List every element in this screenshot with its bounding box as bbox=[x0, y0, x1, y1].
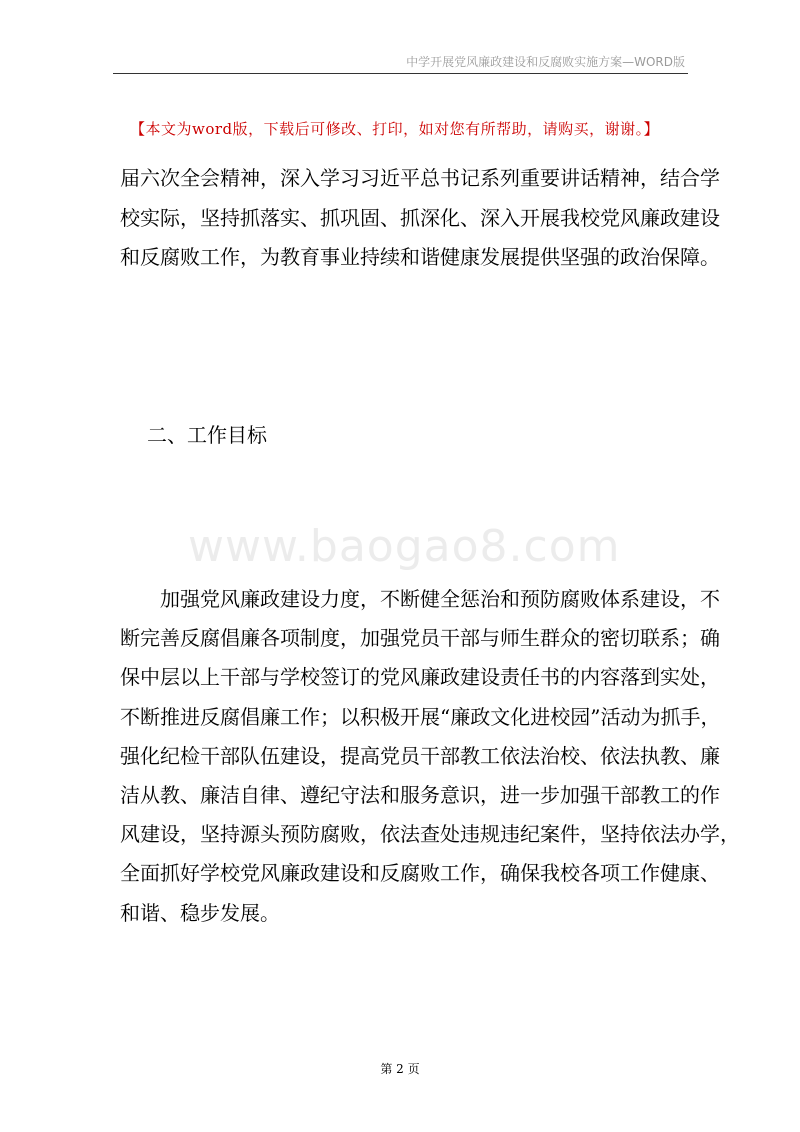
text-line: 届六次全会精神，深入学习习近平总书记系列重要讲话精神，结合学 bbox=[120, 166, 720, 190]
section-heading-work-goals: 二、工作目标 bbox=[147, 423, 267, 447]
text-line: 不断推进反腐倡廉工作；以积极开展“廉政文化进校园”活动为抓手， bbox=[120, 704, 721, 729]
paragraph-work-goals bbox=[120, 580, 740, 933]
text-line: 校实际，坚持抓落实、抓巩固、抓深化、深入开展我校党风廉政建设 bbox=[120, 205, 720, 230]
paragraph-intro-continuation bbox=[120, 159, 720, 278]
site-watermark: www.baogao8.com bbox=[188, 521, 621, 572]
text-line: 断完善反腐倡廉各项制度，加强党员干部与师生群众的密切联系；确 bbox=[120, 626, 720, 651]
text-line: 和谐、稳步发展。 bbox=[120, 900, 280, 925]
text-line: 全面抓好学校党风廉政建设和反腐败工作，确保我校各项工作健康、 bbox=[120, 861, 720, 886]
text-line: 加强党风廉政建设力度，不断健全惩治和预防腐败体系建设，不 bbox=[120, 587, 720, 611]
download-notice: 【本文为word版，下载后可修改、打印，如对您有所帮助，请购买，谢谢。】 bbox=[130, 120, 660, 138]
text-line: 风建设，坚持源头预防腐败，依法查处违规违纪案件，坚持依法办学， bbox=[120, 822, 740, 847]
text-line: 洁从教、廉洁自律、遵纪守法和服务意识，进一步加强干部教工的作 bbox=[120, 783, 720, 808]
text-line: 和反腐败工作，为教育事业持续和谐健康发展提供坚强的政治保障。 bbox=[120, 245, 720, 269]
text-line: 保中层以上干部与学校签订的党风廉政建设责任书的内容落到实处， bbox=[120, 665, 720, 690]
running-header: 中学开展党风廉政建设和反腐败实施方案—WORD版 bbox=[406, 55, 685, 69]
header-divider bbox=[113, 73, 688, 74]
text-line: 强化纪检干部队伍建设，提高党员干部教工依法治校、依法执教、廉 bbox=[120, 743, 720, 768]
page-number: 第 2 页 bbox=[380, 1062, 420, 1076]
